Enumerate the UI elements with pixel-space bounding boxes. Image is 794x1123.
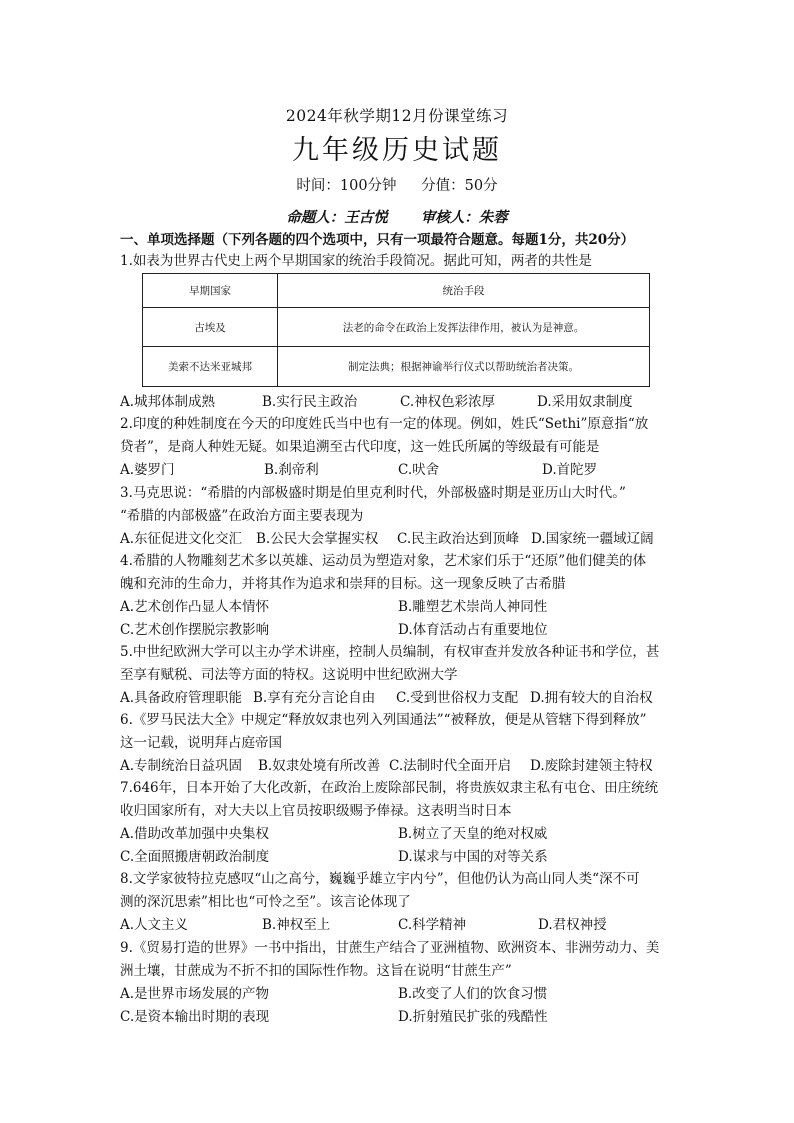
q8-stem-line: 测的深沉思索”相比也“可怜之至”。该言论体现了: [120, 894, 411, 910]
q6-option-d[interactable]: D.废除封建领主特权: [530, 758, 653, 774]
q4-stem-line: 魄和充沛的生命力，并将其作为追求和崇拜的目标。这一现象反映了古希腊: [120, 576, 566, 592]
q8-option-c[interactable]: C.科学精神: [398, 917, 467, 933]
q4-option-b[interactable]: B.雕塑艺术崇尚人神同性: [398, 599, 548, 615]
q2-option-a[interactable]: A.婆罗门: [120, 462, 175, 478]
q5-stem-line: 5.中世纪欧洲大学可以主办学术讲座，控制人员编制，有权审查并发放各种证书和学位，甚: [120, 644, 660, 660]
q9-option-a[interactable]: A.是世界市场发展的产物: [120, 986, 270, 1002]
exam-subtitle: 2024年秋学期12月份课堂练习: [285, 107, 509, 125]
q5-option-d[interactable]: D.拥有较大的自治权: [530, 690, 653, 706]
q3-stem-line: “希腊的内部极盛”在政治方面主要表现为: [120, 508, 364, 524]
q7-option-a[interactable]: A.借助改革加强中央集权: [120, 826, 270, 842]
table-row: [143, 308, 650, 347]
q3-option-a[interactable]: A.东征促进文化交汇: [120, 531, 243, 547]
q1-option-b[interactable]: B.实行民主政治: [262, 394, 358, 410]
q8-option-d[interactable]: D.君权神授: [538, 917, 607, 933]
q1-option-a[interactable]: A.城邦体制成熟: [120, 394, 216, 410]
q5-option-b[interactable]: B.享有充分言论自由: [253, 690, 376, 706]
exam-title: 九年级历史试题: [292, 135, 502, 166]
section-heading: 一、单项选择题（下列各题的四个选项中，只有一项最符合题意。每题1分，共20分）: [120, 232, 635, 248]
q9-option-d[interactable]: D.折射殖民扩张的残酷性: [398, 1009, 548, 1025]
q2-stem-line: 贷者”，是商人种姓无疑。如果追溯至古代印度，这一姓氏所属的等级最有可能是: [120, 439, 600, 455]
q6-stem-line: 6.《罗马民法大全》中规定“释放奴隶也列入列国通法”“被释放，便是从管辖下得到释放”: [120, 712, 647, 728]
q1-table: [142, 273, 650, 387]
q6-option-b[interactable]: B.奴隶处境有所改善: [258, 758, 381, 774]
q5-option-a[interactable]: A.具备政府管理职能: [120, 690, 243, 706]
q4-option-c[interactable]: C.艺术创作摆脱宗教影响: [120, 622, 270, 638]
q2-option-c[interactable]: C.吠舍: [398, 462, 440, 478]
exam-time-score: [0, 174, 794, 195]
q2-option-d[interactable]: D.首陀罗: [542, 462, 598, 478]
q3-option-d[interactable]: D.国家统一疆域辽阔: [531, 531, 654, 547]
q5-option-c[interactable]: C.受到世俗权力支配: [396, 690, 519, 706]
q8-option-a[interactable]: A.人文主义: [120, 917, 189, 933]
q3-option-b[interactable]: B.公民大会掌握实权: [256, 531, 379, 547]
q1-stem: 1.如表为世界古代史上两个早期国家的统治手段简况。据此可知，两者的共性是: [120, 253, 592, 269]
q1-option-d[interactable]: D.采用奴隶制度: [537, 394, 633, 410]
table-row: [143, 347, 650, 387]
q7-option-b[interactable]: B.树立了天皇的绝对权威: [398, 826, 548, 842]
table-cell: 法老的命令在政治上发挥法律作用，被认为是神意。: [278, 308, 650, 347]
q9-stem-line: 洲土壤，甘蔗成为不折不扣的国际性作物。这旨在说明“甘蔗生产”: [120, 963, 512, 979]
exam-time: 时间：100分钟: [296, 178, 397, 194]
table-cell: 制定法典；根据神谕举行仪式以帮助统治者决策。: [278, 347, 650, 387]
q9-stem-line: 9.《贸易打造的世界》一书中指出，甘蔗生产结合了亚洲植物、欧洲资本、非洲劳动力、美: [120, 940, 660, 956]
q8-stem-line: 8.文学家彼特拉克感叹“山之高兮，巍巍乎雄立宇内兮”，但他仍认为高山同人类“深不可: [120, 871, 640, 887]
q8-option-b[interactable]: B.神权至上: [262, 917, 331, 933]
table-cell: 古埃及: [143, 308, 278, 347]
q2-stem-line: 2.印度的种姓制度在今天的印度姓氏当中也有一定的体现。例如，姓氏“Sethi”原意指“放: [120, 416, 649, 432]
q6-option-a[interactable]: A.专制统治日益巩固: [120, 758, 243, 774]
q6-stem-line: 这一记载，说明拜占庭帝国: [120, 735, 282, 751]
table-header-cell: 早期国家: [143, 274, 278, 308]
q4-option-a[interactable]: A.艺术创作凸显人本情怀: [120, 599, 270, 615]
q6-option-c[interactable]: C.法制时代全面开启: [389, 758, 512, 774]
q4-option-d[interactable]: D.体育活动占有重要地位: [398, 622, 548, 638]
table-header-row: [143, 274, 650, 308]
q3-option-c[interactable]: C.民主政治达到顶峰: [397, 531, 520, 547]
table-cell: 美索不达米亚城邦: [143, 347, 278, 387]
q3-stem-line: 3.马克思说：“希腊的内部极盛时期是伯里克利时代，外部极盛时期是亚历山大时代。”: [120, 485, 626, 501]
q5-stem-line: 至享有赋税、司法等方面的特权。这说明中世纪欧洲大学: [120, 667, 458, 683]
q9-option-c[interactable]: C.是资本输出时期的表现: [120, 1009, 270, 1025]
q7-option-d[interactable]: D.谋求与中国的对等关系: [398, 849, 548, 865]
exam-reviewer: 审核人：朱蓉: [420, 209, 508, 226]
q4-stem-line: 4.希腊的人物雕刻艺术多以英雄、运动员为塑造对象，艺术家们乐于“还原”他们健美的体: [120, 553, 647, 569]
q7-stem-line: 收归国家所有，对大夫以上官员按职级赐予俸禄。这表明当时日本: [120, 803, 512, 819]
q7-option-c[interactable]: C.全面照搬唐朝政治制度: [120, 849, 270, 865]
q7-stem-line: 7.646年，日本开始了大化改新，在政治上废除部民制，将贵族奴隶主私有屯仓、田庄统统: [120, 780, 659, 796]
q1-option-c[interactable]: C.神权色彩浓厚: [400, 394, 496, 410]
table-header-cell: 统治手段: [278, 274, 650, 308]
q9-option-b[interactable]: B.改变了人们的饮食习惯: [398, 986, 548, 1002]
exam-setter: 命题人：王古悦: [286, 209, 388, 226]
exam-score: 分值：50分: [421, 178, 498, 194]
exam-authors: [0, 206, 794, 227]
q2-option-b[interactable]: B.刹帝利: [264, 462, 319, 478]
